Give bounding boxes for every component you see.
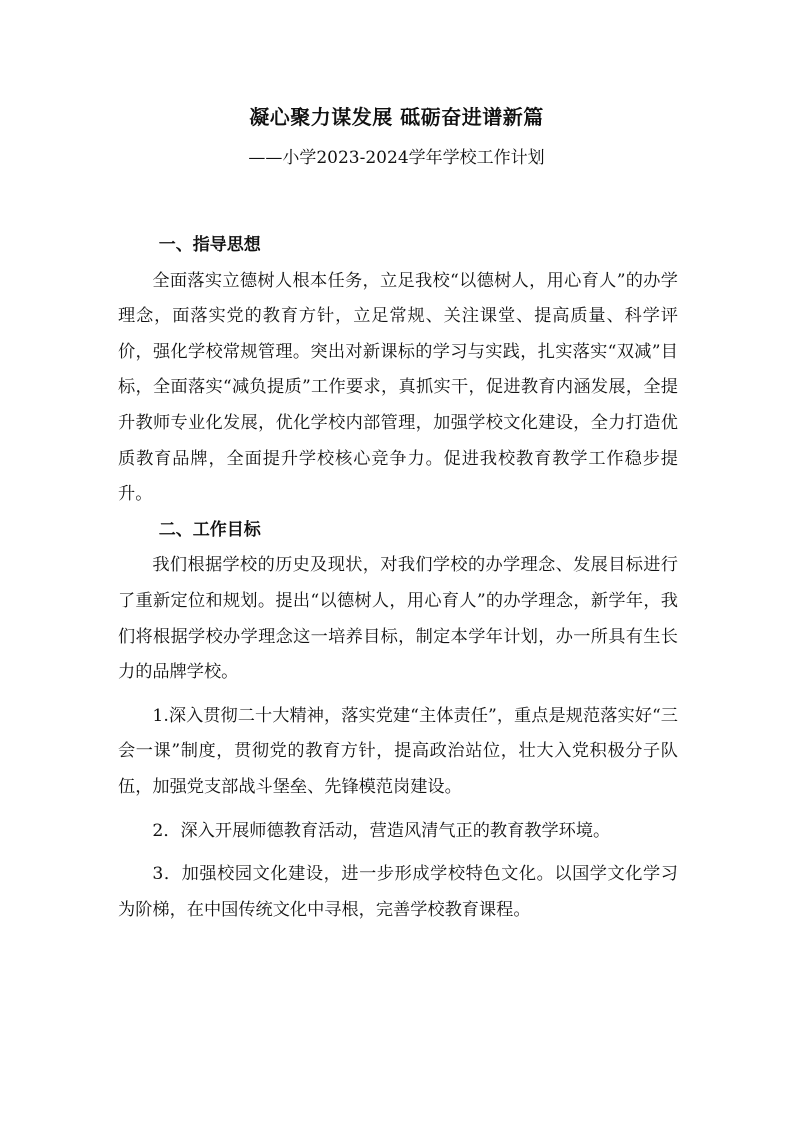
paragraph-goal-1: 1.深入贯彻二十大精神，落实党建“主体责任”，重点是规范落实好“三会一课”制度，贯彻党的教育方针，提高政治站位，壮大入党积极分子队伍，加强党支部战斗堡垒、先锋模范岗建设。 [118, 705, 678, 797]
document-subtitle: ——小学2023-2024学年学校工作计划 [248, 148, 545, 168]
paragraph-guiding-ideology: 全面落实立德树人根本任务，立足我校“以德树人，用心育人”的办学理念，面落实党的教育方针，立足常规、关注课堂、提高质量、科学评价，强化学校常规管理。突出对新课标的学习与实践，扎实落实“双减”目标，全面落实“减负提质”工作要求，真抓实干，促进教育内涵发展，全提升教师专业化发展，优化学校内部管理，加强学校文化建设，全力打造优质教育品牌，全面提升学校核心竞争力。促进我校教育教学工作稳步提升。 [118, 270, 678, 505]
paragraph-goal-3: 3．加强校园文化建设，进一步形成学校特色文化。以国学文化学习为阶梯，在中国传统文化中寻根，完善学校教育课程。 [118, 864, 678, 920]
section-heading-guiding-ideology: 一、指导思想 [158, 235, 261, 255]
paragraph-work-goals-intro: 我们根据学校的历史及现状，对我们学校的办学理念、发展目标进行了重新定位和规划。提出“以德树人，用心育人”的办学理念，新学年，我们将根据学校办学理念这一培养目标，制定本学年计划，办一所具有生长力的品牌学校。 [118, 555, 678, 683]
document-body [118, 228, 678, 928]
paragraph-goal-2: 2．深入开展师德教育活动，营造风清气正的教育教学环境。 [152, 820, 611, 841]
section-heading-work-goals: 二、工作目标 [158, 519, 261, 540]
document-title: 凝心聚力谋发展 砥砺奋进谱新篇 [249, 105, 544, 129]
